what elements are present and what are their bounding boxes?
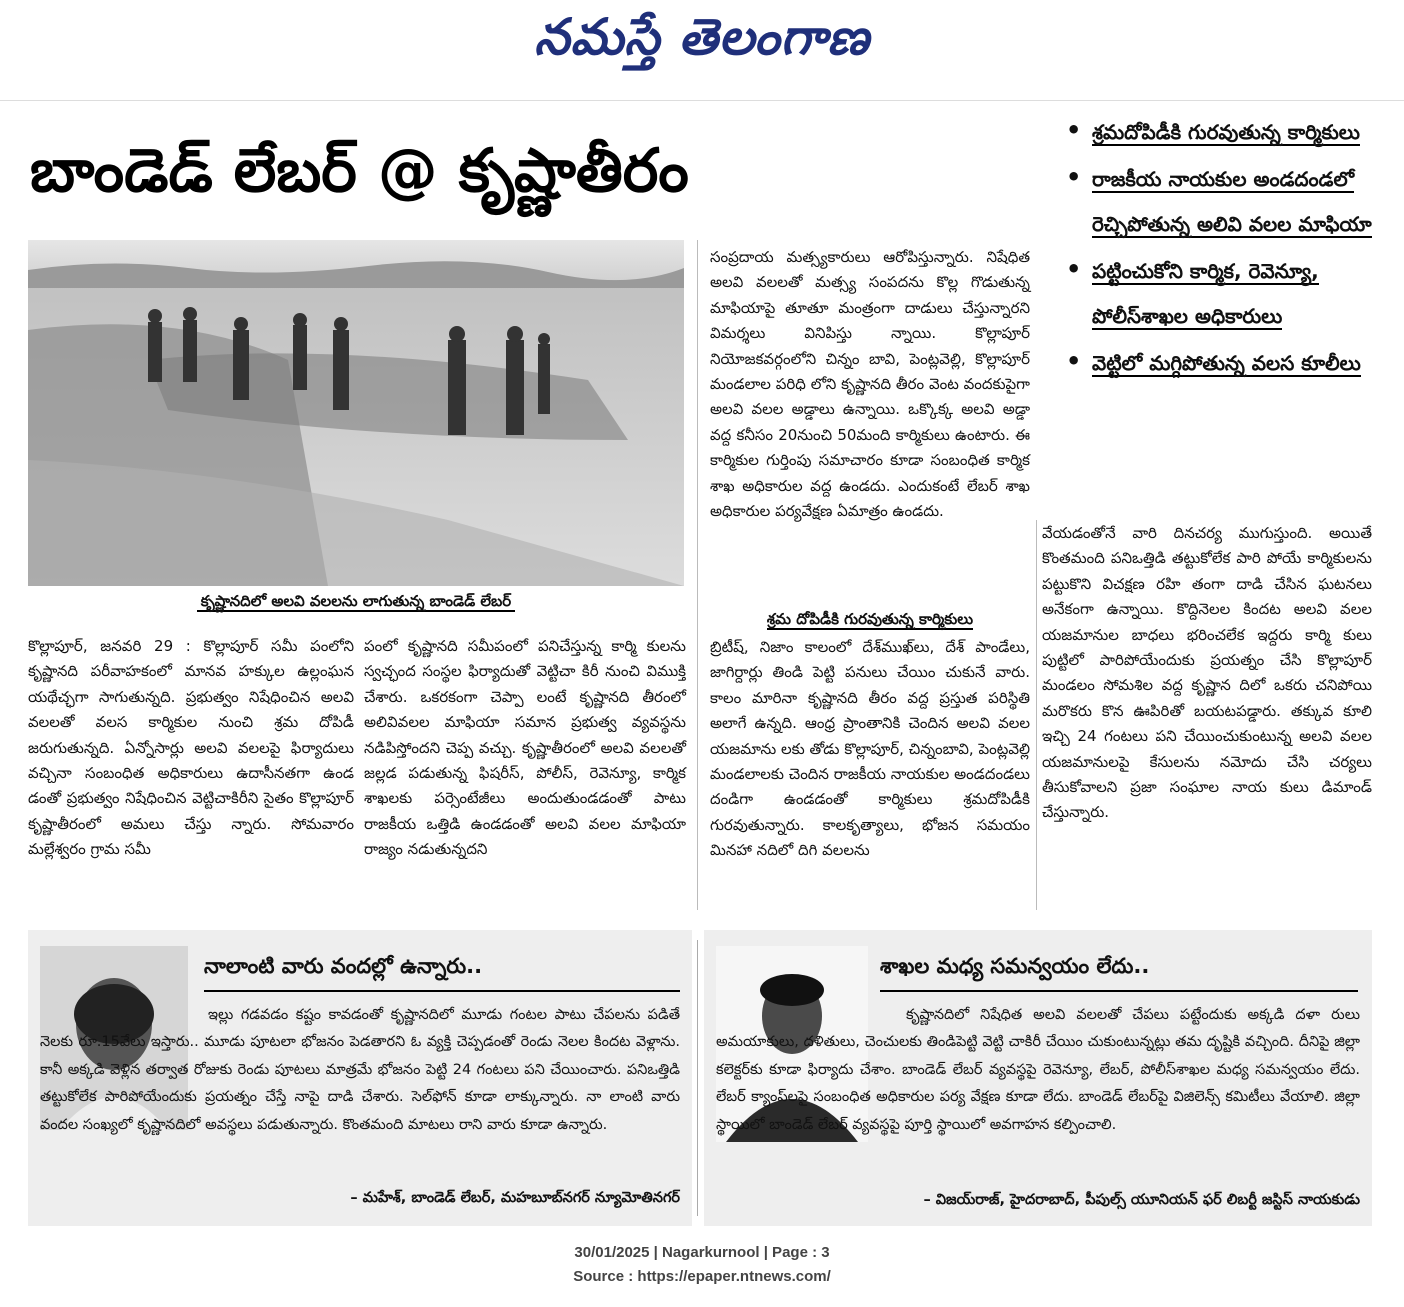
column-divider [697,240,698,910]
article-column-3b: బ్రిటీష్, నిజాం కాలంలో దేశ్‌ముఖ్‌లు, దేశ్ పాండేలు, జాగిర్దార్లు తిండి పెట్టి పనులు చేయిం చుకునే వారు. కాలం మారినా కృష్ణానది తీరం వద్ద ప్రస్తుత పరిస్థితి అలాగే ఉన్నది. ఆంధ్ర ప్రాంతానికి చెందిన అలవి వలల యజమాను లకు తోడు కొల్లాపూర్, చిన్నంబావి, పెంట్లవెల్లి మండలాలకు చెందిన రాజకీయ నాయకుల అండదండలు దండిగా ఉండడంతో కార్మికులు శ్రమదోపిడీకి గురవుతున్నారు. కాలకృత్యాలు, భోజన సమయం మినహా నదిలో దిగి వలలను [710,638,1030,860]
box-title: నాలాంటి వారు వందల్లో ఉన్నారు.. [204,954,483,978]
photo-caption: కృష్ణానదిలో అలవి వలలను లాగుతున్న బాండెడ్ లేబర్ [28,592,684,614]
article-subheading: శ్రమ దోపిడీకి గురవుతున్న కార్మికులు [766,610,974,628]
fishermen-photo-illustration [28,240,684,586]
article-column-4: వేయడంతోనే వారి దినచర్య ముగుస్తుంది. అయితే కొంతమంది పనిఒత్తిడి తట్టుకోలేక పారి పోయే కార్మికులను పట్టుకొని విచక్షణ రహి తంగా దాడి చేసిన ఘటనలు అనేకంగా ఉన్నాయి. కొద్దినెలల కిందట అలవి వలల యజమానుల బాధలు భరించలేక ఇద్దరు కార్మి కులు పుట్టిలో పారిపోయేందుకు ప్రయత్నం చేసి కొల్లాపూర్ మండలం సోమశిల వద్ద కృష్ణాన దిలో ఒకరు చనిపోయి మరొకరు కొన ఊపిరితో బయటపడ్డారు. తక్కువ కూలి ఇచ్చి 24 గంటలు పని చేయించుకుంటున్న అలవి వలల యజమానులపై కేసులను నమోదు చేసి చర్యలు తీసుకోవాలని ప్రజా సంఘాల నాయ కులు డిమాండ్ చేస్తున్నారు. [1042,524,1372,822]
box-divider [697,940,698,1216]
news-photo [28,240,684,586]
box-title: శాఖల మధ్య సమన్వయం లేదు.. [880,954,1150,978]
box-text: ఇల్లు గడవడం కష్టం కావడంతో కృష్ణానదిలో మూడు గంటల పాటు చేపలను పడితే నెలకు రూ.15వేలు ఇస్తారు.. మూడు పూటలా భోజనం పెడతారని ఓ వ్యక్తి చెప్పడంతో రెండు నెలల కిందట వెళ్లాను. కానీ అక్కడి వెళ్లిన తర్వాత రోజుకు రెండు పూటలు మాత్రమే భోజనం పెట్టి 24 గంటలు పని చేయించారు. పనిఒత్తిడి తట్టుకోలేక పారిపోయేందుకు ప్రయత్నం చేస్తే నాపై దాడి చేశారు. సెల్‌ఫోన్ కూడా లాక్కున్నారు. నా లాంటి వారు వందల సంఖ్యలో కృష్ణానదిలో అవస్థలు పడుతున్నారు. కొంతమంది మాటలు రాని వారు కూడా ఉన్నారు. [40,1007,680,1133]
column-divider [1036,520,1037,910]
footer-source: Source : https://epaper.ntnews.com/ [573,1268,831,1285]
highlights-list [1060,110,1380,388]
article-column-2: పంలో కృష్ణానది సమీపంలో పనిచేస్తున్న కార్మి కులను స్వచ్ఛంద సంస్థల ఫిర్యాదుతో వెట్టిచా కిరీ నుంచి విముక్తి చేశారు. ఒకరకంగా చెప్పా లంటే కృష్ణానది తీరంలో అలివివలల మాఫియా సమాన ప్రభుత్వ వ్యవస్థను నడిపిస్తోందని చెప్ప వచ్చు. కృష్ణాతీరంలో అలవి వలలతో జల్లడ పడుతున్న ఫిషరీస్, పోలీస్, రెవెన్యూ, కార్మిక శాఖలకు పర్సెంటేజీలు అందుతుండడంతో పాటు రాజకీయ ఒత్తిడి ఉండడంతో అలవి వలల మాఫియా రాజ్యం నడుతున్నదని [364,637,686,859]
box-title-underline [880,990,1358,992]
box-signature: – మహేశ్, బాండెడ్ లేబర్, మహబూబ్‌నగర్ న్యూమోతినగర్ [350,1190,680,1206]
box-title-underline [204,990,680,992]
footer-date-edition: 30/01/2025 | Nagarkurnool | Page : 3 [574,1244,830,1261]
article-column-3: సంప్రదాయ మత్స్యకారులు ఆరోపిస్తున్నారు. నిషేధిత అలవి వలలతో మత్స్య సంపదను కొల్ల గొడుతున్న మాఫియాపై తూతూ మంత్రంగా దాడులు చేస్తున్నారని విమర్శలు వినిపిస్తు న్నాయి. కొల్లాపూర్ నియోజకవర్గంలోని చిన్నం బావి, పెంట్లవెల్లి, కొల్లాపూర్ మండలాల పరిధి లోని కృష్ణానది తీరం వెంట వందకుపైగా అలవి వలల అడ్డాలు ఉన్నాయి. ఒక్కొక్క అలవి అడ్డా వద్ద కనీసం 20నుంచి 50మంది కార్మికులు ఉంటారు. ఈ కార్మికుల గుర్తింపు సమాచారం కూడా సంబంధిత కార్మిక శాఖ అధికారుల వద్ద ఉండదు. ఎందుకంటే లేబర్ శాఖ అధికారుల పర్యవేక్షణ ఏమాత్రం ఉండదు. [710,248,1030,521]
masthead-divider [0,100,1404,101]
article-column-1: కొల్లాపూర్, జనవరి 29 : కొల్లాపూర్ సమీ పంలోని కృష్ణానది పరీవాహకంలో మానవ హక్కుల ఉల్లంఘన యథేచ్ఛగా సాగుతున్నది. ప్రభుత్వం నిషేధించిన అలవి వలలతో వలస కార్మికుల నుంచి శ్రమ దోపిడీ జరుగుతున్నది. ఏన్నోసార్లు అలవి వలలపై ఫిర్యాదులు వచ్చినా సంబంధిత అధికారులు ఉదాసీనతగా ఉండ డంతో ప్రభుత్వం నిషేధించిన వెట్టిచాకిరీని సైతం కొల్లాపూర్ కృష్ణాతీరంలో అమలు చేస్తు న్నారు. సోమవారం మల్లేశ్వరం గ్రామ సమీ [28,637,354,859]
box-text: కృష్ణానదిలో నిషేధిత అలవి వలలతో చేపలు పట్టేందుకు అక్కడి దళా రులు అమయాకులు, దళితులు, చెంచులకు తిండిపెట్టి వెట్టి చాకిరీ చేయిం చుకుంటున్నట్లు తమ దృష్టికి వచ్చింది. దీనిపై జిల్లా కలెక్టర్‌కు కూడా ఫిర్యాదు చేశాం. బాండెడ్ లేబర్ వ్యవస్థపై రెవెన్యూ, లేబర్, పోలీస్‌శాఖల మధ్య సమన్వయం లేదు. లేబర్ క్యాంప్‌లపై సంబంధిత అధికారుల పర్య వేక్షణ కూడా లేదు. బాండెడ్ లేబర్‌పై విజిలెన్స్ కమిటీలు వేయాలి. జిల్లా స్థాయిలో బాండెడ్ లేబర్ వ్యవస్థపై పూర్తి స్థాయిలో అవగాహన కల్పించాలి. [716,1007,1360,1133]
quote-box-vijayraj [704,930,1372,1226]
highlight-item: • పట్టించుకోని కార్మిక, రెవెన్యూ, పోలీస్‌శాఖల అధికారులు [1060,249,1380,339]
quote-box-mahesh [28,930,692,1226]
masthead-logo: నమస్తే తెలంగాణ [534,8,870,66]
highlight-item: • వెట్టిలో మగ్గిపోతున్న వలస కూలీలు [1060,341,1380,386]
headline: బాండెడ్ లేబర్ @ కృష్ణాతీరం [30,136,689,206]
highlight-item: • రాజకీయ నాయకుల అండదండలో రెచ్చిపోతున్న అలివి వలల మాఫియా [1060,157,1380,247]
box-signature: – విజయ్‌రాజ్, హైదరాబాద్, పీపుల్స్ యూనియన్ ఫర్ లిబర్టీ జస్టిస్ నాయకుడు [923,1192,1360,1208]
highlight-item: • శ్రమదోపిడీకి గురవుతున్న కార్మికులు [1060,110,1380,155]
